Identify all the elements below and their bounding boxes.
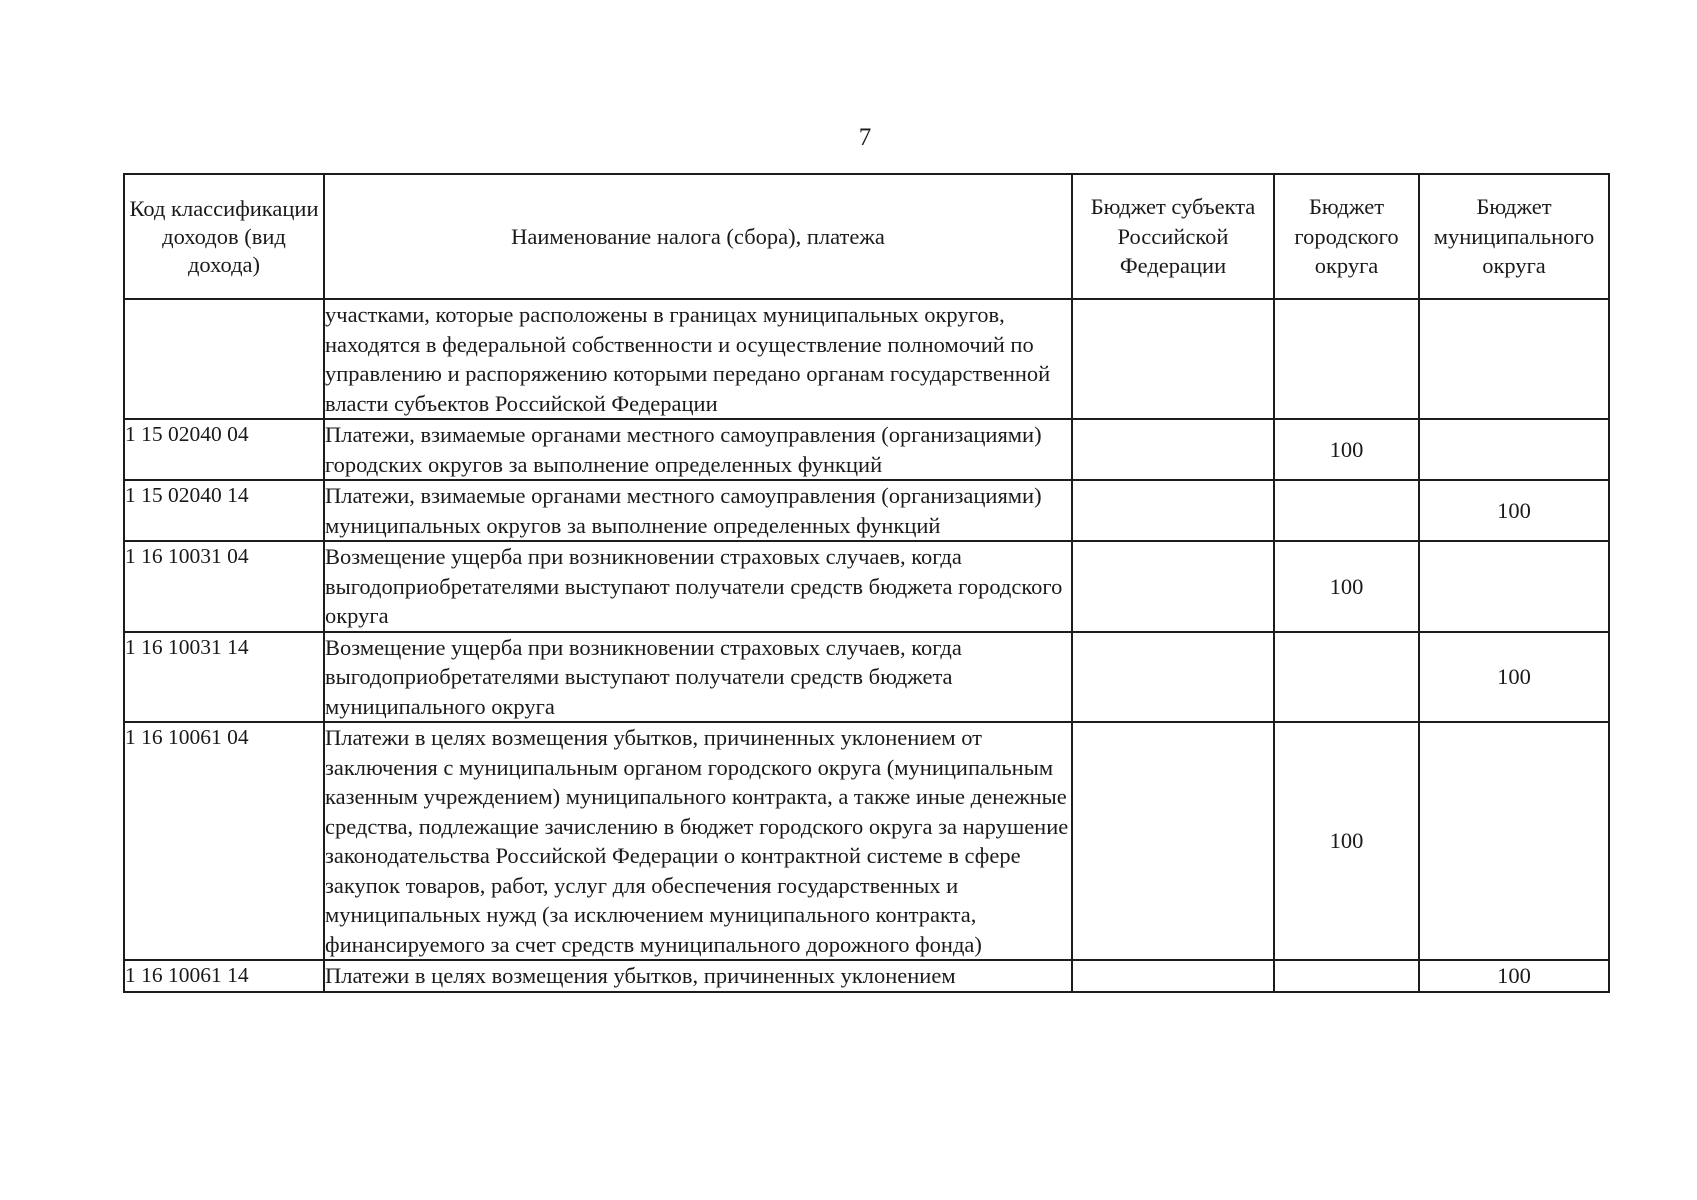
row-name: Платежи в целях возмещения убытков, причиненных уклонением — [324, 960, 1072, 992]
header-municipal-budget: Бюджет муниципального округа — [1419, 174, 1609, 299]
header-city-budget: Бюджет городского округа — [1274, 174, 1419, 299]
row-subject-budget — [1072, 960, 1274, 992]
row-subject-budget — [1072, 632, 1274, 723]
row-code: 1 15 02040 14 — [124, 480, 324, 541]
row-code: 1 16 10061 04 — [124, 722, 324, 960]
table-row — [124, 419, 1609, 480]
table-row — [124, 960, 1609, 992]
table-row — [124, 480, 1609, 541]
row-municipal-budget — [1419, 541, 1609, 632]
row-name: участками, которые расположены в границах муниципальных округов, находятся в федеральной собственности и осуществление полномочий по управлению и распоряжению которыми передано органам государственной власти субъектов Российской Федерации — [324, 299, 1072, 419]
row-code: 1 16 10061 14 — [124, 960, 324, 992]
row-code — [124, 299, 324, 419]
table-row — [124, 632, 1609, 723]
row-subject-budget — [1072, 480, 1274, 541]
row-city-budget — [1274, 960, 1419, 992]
row-city-budget: 100 — [1274, 541, 1419, 632]
table-row — [124, 722, 1609, 960]
row-name: Платежи, взимаемые органами местного самоуправления (организациями) муниципальных округов за выполнение определенных функций — [324, 480, 1072, 541]
row-city-budget: 100 — [1274, 419, 1419, 480]
row-municipal-budget — [1419, 299, 1609, 419]
row-code: 1 16 10031 04 — [124, 541, 324, 632]
row-subject-budget — [1072, 722, 1274, 960]
row-municipal-budget — [1419, 722, 1609, 960]
row-name: Платежи, взимаемые органами местного самоуправления (организациями) городских округов за выполнение определенных функций — [324, 419, 1072, 480]
row-city-budget — [1274, 480, 1419, 541]
header-code: Код классификации доходов (вид дохода) — [124, 174, 324, 299]
row-code: 1 16 10031 14 — [124, 632, 324, 723]
row-city-budget: 100 — [1274, 722, 1419, 960]
row-city-budget — [1274, 632, 1419, 723]
row-name: Возмещение ущерба при возникновении страховых случаев, когда выгодоприобретателями выступают получатели средств бюджета городского округа — [324, 541, 1072, 632]
row-subject-budget — [1072, 299, 1274, 419]
row-subject-budget — [1072, 541, 1274, 632]
header-name: Наименование налога (сбора), платежа — [324, 174, 1072, 299]
row-municipal-budget: 100 — [1419, 480, 1609, 541]
header-subject-budget: Бюджет субъекта Российской Федерации — [1072, 174, 1274, 299]
row-municipal-budget: 100 — [1419, 632, 1609, 723]
row-subject-budget — [1072, 419, 1274, 480]
row-municipal-budget: 100 — [1419, 960, 1609, 992]
row-city-budget — [1274, 299, 1419, 419]
row-name: Платежи в целях возмещения убытков, причиненных уклонением от заключения с муниципальным органом городского округа (муниципальным казенным учреждением) муниципального контракта, а также иные денежные средства, подлежащие зачислению в бюджет городского округа за нарушение законодательства Российской Федерации о контрактной системе в сфере закупок товаров, работ, услуг для обеспечения государственных и муниципальных нужд (за исключением муниципального контракта, финансируемого за счет средств муниципального дорожного фонда) — [324, 722, 1072, 960]
table-header-row — [124, 174, 1609, 299]
table-row — [124, 299, 1609, 419]
row-municipal-budget — [1419, 419, 1609, 480]
row-code: 1 15 02040 04 — [124, 419, 324, 480]
revenue-classification-table — [123, 173, 1610, 993]
page-number: 7 — [858, 124, 872, 151]
table-row — [124, 541, 1609, 632]
row-name: Возмещение ущерба при возникновении страховых случаев, когда выгодоприобретателями выступают получатели средств бюджета муниципального округа — [324, 632, 1072, 723]
